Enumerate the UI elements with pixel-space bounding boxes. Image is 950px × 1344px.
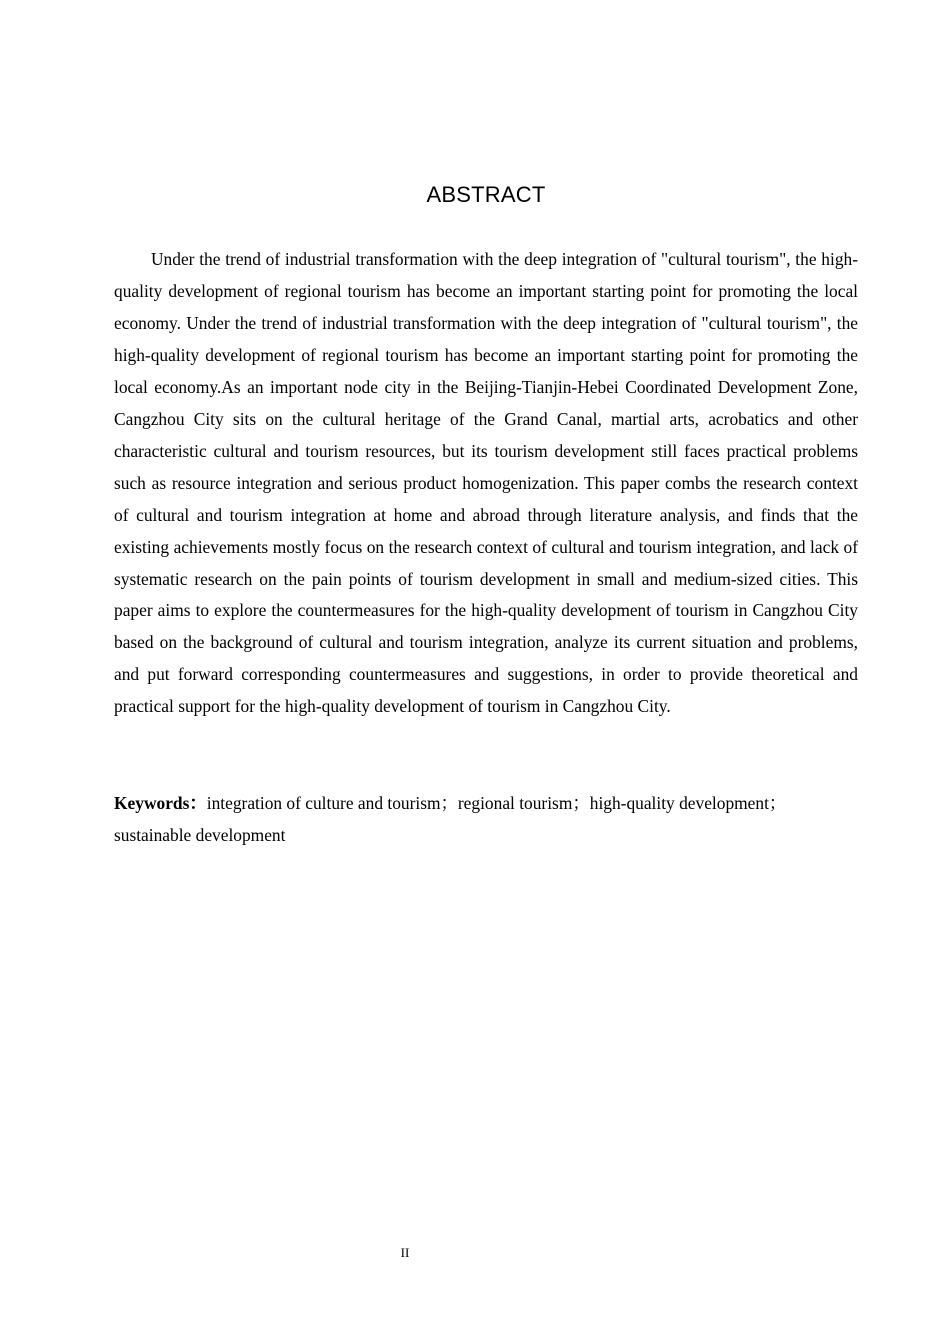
abstract-title: ABSTRACT: [426, 182, 546, 207]
keywords-text: integration of culture and tourism；regional tourism；high-quality development；sustainable development: [114, 793, 787, 845]
keywords-label: Keywords：: [114, 793, 207, 813]
keywords-line: [114, 787, 858, 851]
page-number: II: [400, 1245, 410, 1260]
abstract-paragraph: Under the trend of industrial transformation with the deep integration of "cultural tourism", the high-quality development of regional tourism has become an important starting point for promoting the local economy. Under the trend of industrial transformation with the deep integration of "cultural tourism", the high-quality development of regional tourism has become an important starting point for promoting the local economy.As an important node city in the Beijing-Tianjin-Hebei Coordinated Development Zone, Cangzhou City sits on the cultural heritage of the Grand Canal, martial arts, acrobatics and other characteristic cultural and tourism resources, but its tourism development still faces practical problems such as resource integration and serious product homogenization. This paper combs the research context of cultural and tourism integration at home and abroad through literature analysis, and finds that the existing achievements mostly focus on the research context of cultural and tourism integration, and lack of systematic research on the pain points of tourism development in small and medium-sized cities. This paper aims to explore the countermeasures for the high-quality development of tourism in Cangzhou City based on the background of cultural and tourism integration, analyze its current situation and problems, and put forward corresponding countermeasures and suggestions, in order to provide theoretical and practical support for the high-quality development of tourism in Cangzhou City.: [114, 249, 858, 717]
